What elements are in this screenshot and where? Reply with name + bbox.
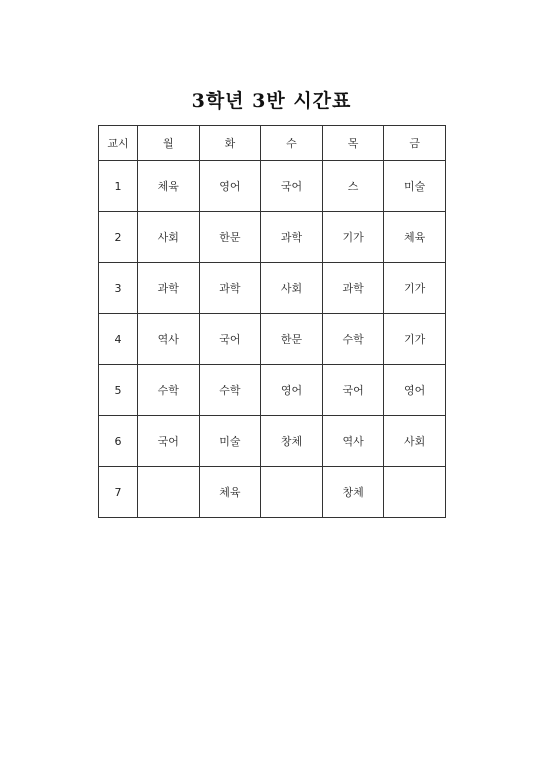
table-cell: 국어: [199, 314, 261, 365]
table-row: [99, 161, 446, 212]
table-cell: 수학: [138, 365, 200, 416]
table-cell: 수학: [199, 365, 261, 416]
table-row: [99, 416, 446, 467]
header-tue: 화: [199, 126, 261, 161]
timetable: [98, 125, 446, 518]
table-cell: 영어: [384, 365, 446, 416]
table-cell: 수학: [322, 314, 384, 365]
table-cell: 사회: [261, 263, 323, 314]
table-row: [99, 263, 446, 314]
table-cell: 과학: [322, 263, 384, 314]
table-cell: 역사: [322, 416, 384, 467]
table-cell: 기가: [384, 263, 446, 314]
table-row: [99, 212, 446, 263]
table-cell: 역사: [138, 314, 200, 365]
table-cell: 국어: [322, 365, 384, 416]
period-number: 1: [99, 161, 138, 212]
table-cell: [138, 467, 200, 518]
period-number: 3: [99, 263, 138, 314]
table-cell: 미술: [199, 416, 261, 467]
header-mon: 월: [138, 126, 200, 161]
table-cell: 체육: [199, 467, 261, 518]
table-cell: 국어: [138, 416, 200, 467]
table-cell: 과학: [199, 263, 261, 314]
table-cell: 한문: [261, 314, 323, 365]
table-cell: 영어: [261, 365, 323, 416]
period-number: 2: [99, 212, 138, 263]
table-cell: 사회: [384, 416, 446, 467]
table-cell: 기가: [322, 212, 384, 263]
table-cell: 과학: [138, 263, 200, 314]
table-row: [99, 467, 446, 518]
table-cell: [261, 467, 323, 518]
header-period: 교시: [99, 126, 138, 161]
table-row: [99, 314, 446, 365]
table-cell: [384, 467, 446, 518]
header-thu: 목: [322, 126, 384, 161]
period-number: 6: [99, 416, 138, 467]
table-cell: 체육: [384, 212, 446, 263]
table-cell: 한문: [199, 212, 261, 263]
page-title: 3학년 3반 시간표: [191, 90, 352, 112]
period-number: 4: [99, 314, 138, 365]
table-cell: 과학: [261, 212, 323, 263]
header-fri: 금: [384, 126, 446, 161]
table-cell: 창체: [322, 467, 384, 518]
table-cell: 영어: [199, 161, 261, 212]
header-row: [99, 126, 446, 161]
header-wed: 수: [261, 126, 323, 161]
table-cell: 체육: [138, 161, 200, 212]
table-cell: 사회: [138, 212, 200, 263]
period-number: 7: [99, 467, 138, 518]
table-cell: 미술: [384, 161, 446, 212]
table-cell: 기가: [384, 314, 446, 365]
period-number: 5: [99, 365, 138, 416]
table-cell: 국어: [261, 161, 323, 212]
table-row: [99, 365, 446, 416]
table-cell: 스: [322, 161, 384, 212]
table-cell: 창체: [261, 416, 323, 467]
